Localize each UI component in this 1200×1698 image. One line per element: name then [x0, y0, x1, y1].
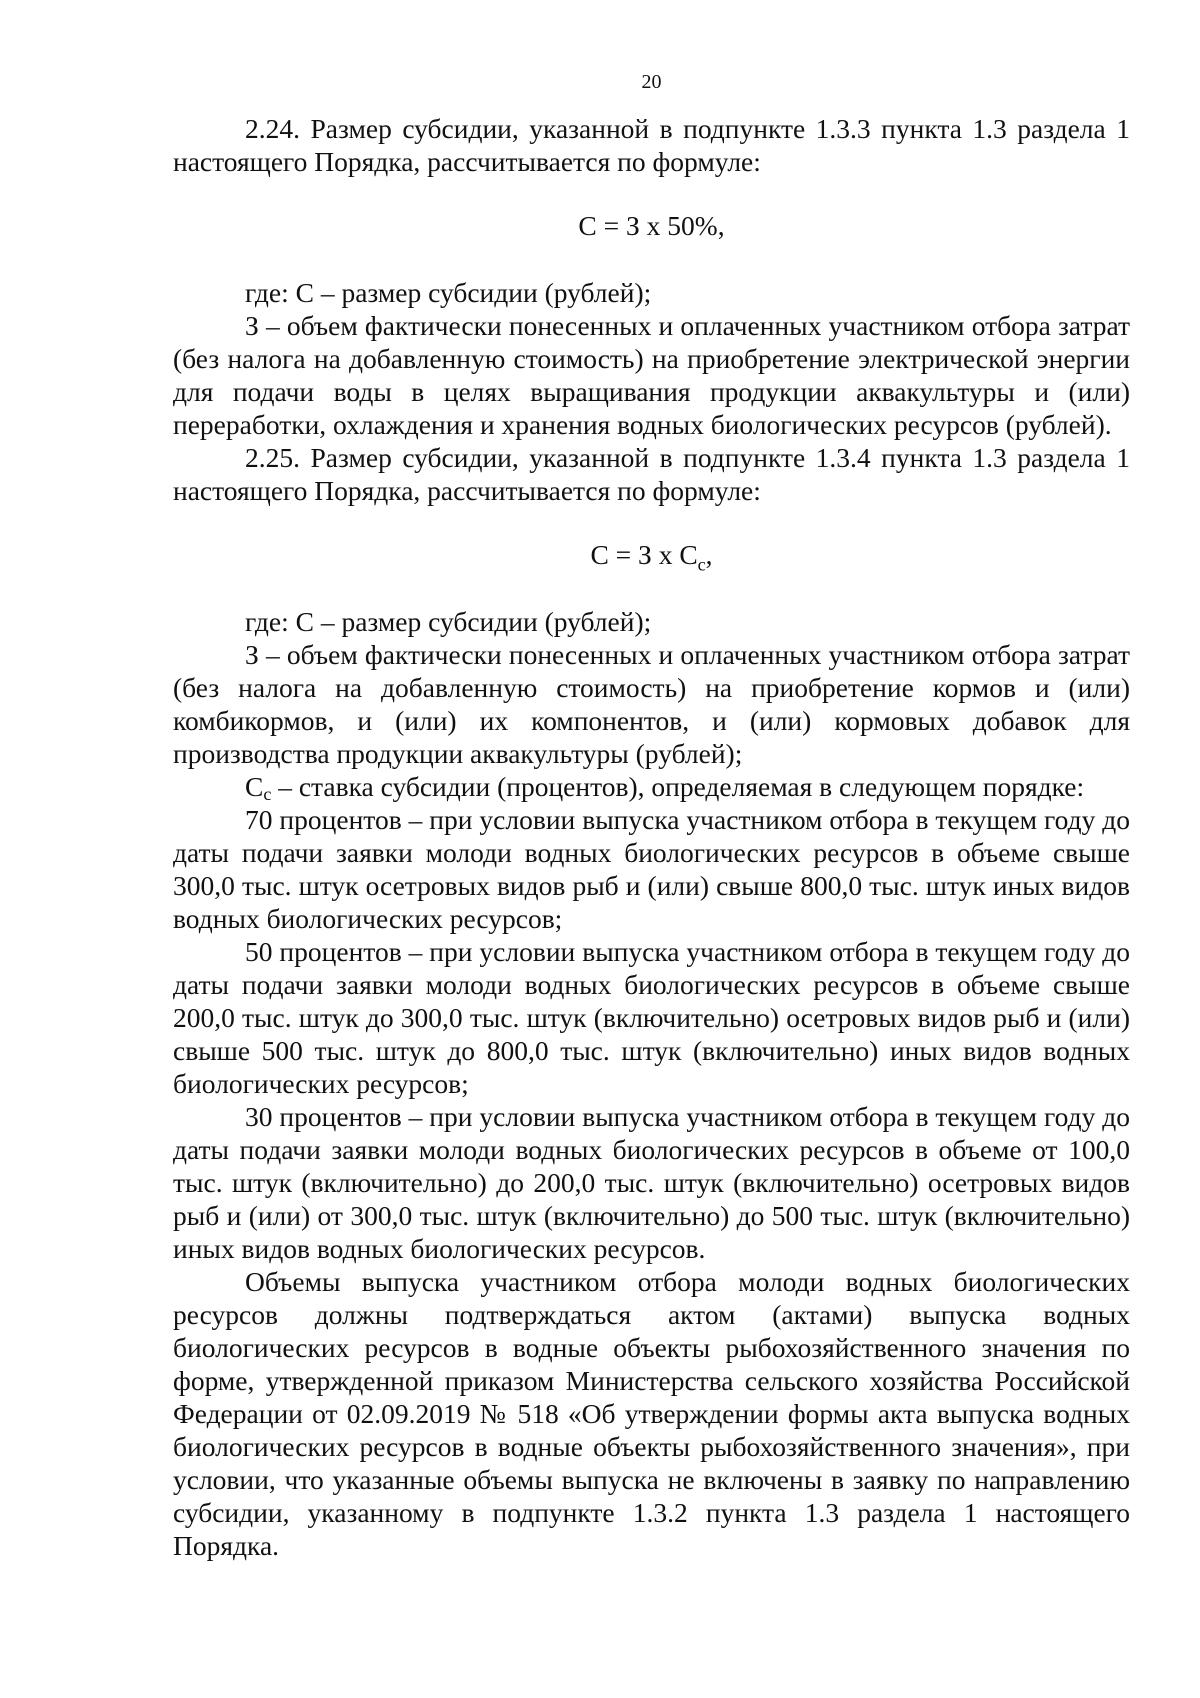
page-number: 20	[641, 71, 662, 93]
paragraph-where-2: где: С – размер субсидии (рублей);	[245, 606, 652, 637]
paragraph-rate-30: 30 процентов – при условии выпуска участником отбора в текущем году до даты подачи заявки молоди водных биологических ресурсов в объеме от 100,0 тыс. штук (включительно) до 200,0 тыс. штук (включительно) осетровых видов рыб и (или) от 300,0 тыс. штук (включительно) до 500 тыс. штук (включительно) иных видов водных биологических ресурсов.	[173, 1101, 1130, 1264]
formula-2-tail: ,	[705, 539, 713, 570]
paragraph-2-24: 2.24. Размер субсидии, указанной в подпункте 1.3.3 пункта 1.3 раздела 1 настоящего Порядка, рассчитывается по формуле:	[173, 113, 1130, 177]
paragraph-rate-70: 70 процентов – при условии выпуска участником отбора в текущем году до даты подачи заявки молоди водных биологических ресурсов в объеме свыше 300,0 тыс. штук осетровых видов рыб и (или) свыше 800,0 тыс. штук иных видов водных биологических ресурсов;	[173, 804, 1130, 934]
rate-symbol: С	[245, 771, 264, 802]
formula-1: С = З х 50%,	[578, 210, 725, 241]
formula-2-subscript: с	[697, 554, 706, 575]
paragraph-rate-50: 50 процентов – при условии выпуска участником отбора в текущем году до даты подачи заявки молоди водных биологических ресурсов в объеме свыше 200,0 тыс. штук до 300,0 тыс. штук (включительно) осетровых видов рыб и (или) свыше 500 тыс. штук до 800,0 тыс. штук (включительно) иных видов водных биологических ресурсов;	[173, 936, 1130, 1099]
paragraph-z-definition-2: З – объем фактически понесенных и оплаченных участником отбора затрат (без налога на добавленную стоимость) на приобретение кормов и (или) комбикормов, и (или) их компонентов, и (или) кормовых добавок для производства продукции аквакультуры (рублей);	[173, 639, 1130, 769]
rate-symbol-subscript: с	[263, 784, 272, 804]
paragraph-2-25: 2.25. Размер субсидии, указанной в подпункте 1.3.4 пункта 1.3 раздела 1 настоящего Порядка, рассчитывается по формуле:	[173, 442, 1130, 506]
paragraph-release-volumes: Объемы выпуска участником отбора молоди водных биологических ресурсов должны подтверждаться актом (актами) выпуска водных биологических ресурсов в водные объекты рыбохозяйственного значения по форме, утвержденной приказом Министерства сельского хозяйства Российской Федерации от 02.09.2019 № 518 «Об утверждении формы акта выпуска водных биологических ресурсов в водные объекты рыбохозяйственного значения», при условии, что указанные объемы выпуска не включены в заявку по направлению субсидии, указанному в подпункте 1.3.2 пункта 1.3 раздела 1 настоящего Порядка.	[173, 1266, 1130, 1561]
formula-2	[173, 538, 1130, 575]
paragraph-where-1: где: С – размер субсидии (рублей);	[245, 277, 652, 308]
paragraph-rate-definition	[173, 770, 1130, 803]
formula-2-main: С = З х С	[590, 539, 698, 570]
rate-definition-text: – ставка субсидии (процентов), определяемая в следующем порядке:	[271, 771, 1085, 802]
paragraph-z-definition-1: З – объем фактически понесенных и оплаченных участником отбора затрат (без налога на добавленную стоимость) на приобретение электрической энергии для подачи воды в целях выращивания продукции аквакультуры и (или) переработки, охлаждения и хранения водных биологических ресурсов (рублей).	[173, 310, 1130, 440]
